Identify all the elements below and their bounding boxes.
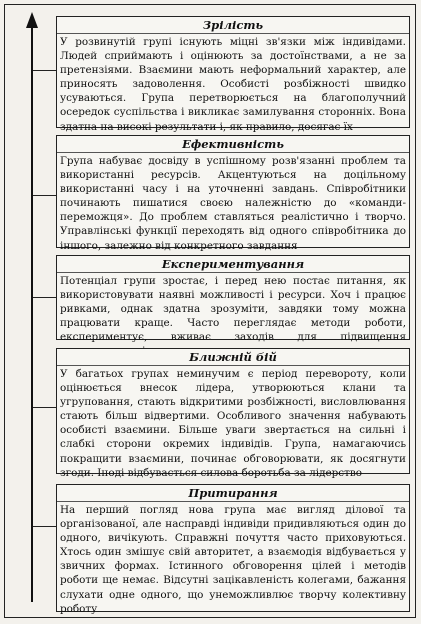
connector-line: [33, 70, 57, 71]
connector-line: [33, 195, 57, 196]
connector-line: [33, 526, 57, 527]
stage-title: Експериментування: [57, 256, 409, 273]
stage-title: Ефективність: [57, 136, 409, 153]
stage-description: У багатьох групах неминучим є період перевороту, коли оцінюється внесок лідера, утворюються клани та угруповання, стають відкритими розбіжності, висловлювання стають більш відвертими. Особливого значення набувають особисті взаємини. Більше уваги звертається на сильні і слабкі сторони окремих індивідів. Група, намагаючись покращити взаємини, починає обговорювати, як досягнути згоди. Іноді відбувається силова боротьба за лідерство: [60, 368, 406, 479]
stage-title: Зрілість: [57, 17, 409, 34]
stage-title: Притирання: [57, 485, 409, 502]
stage-box-adjustment: [56, 484, 410, 615]
stage-title: Ближній бій: [57, 349, 409, 366]
connector-line: [33, 407, 57, 408]
stage-box-maturity: [56, 16, 410, 133]
stage-description: На перший погляд нова група має вигляд ділової та організованої, але насправді індивіди придивляються один до одного, вичікують. Справжні почуття часто приховуються. Хтось один змішує свій авторитет, а взаємодія відбувається у звичних формах. Істинного обговорення цілей і методів роботи ще немає. Відсутні зацікавленість колегами, бажання слухати одне одного, що унеможливлює творчу колективну роботу: [60, 504, 406, 615]
stage-description: У розвинутій групі існують міцні зв'язки між індивідами. Людей сприймають і оцінюють за достоїнствами, а не за претензіями. Взаємини мають неформальний характер, але приносять задоволення. Особисті розбіжності швидко усуваються. Група перетворюється на благополучний осередок суспільства і викликає замилування сторонніх. Вона здатна на високі результати і, як правило, досягає їх: [60, 36, 406, 133]
stage-box-efficiency: [56, 135, 410, 252]
stage-description: Група набуває досвіду в успішному розв'язанні проблем та використанні ресурсів. Акцентуються на доцільному використанні часу і на уточненні завдань. Співробітники починають пишатися своєю належністю до «команди-переможця». До проблем ставляться реалістично і творчо. Управлінські функції переходять від одного співробітника до іншого, залежно від конкретного завдання: [60, 155, 406, 252]
connector-line: [33, 297, 57, 298]
stage-description: Потенціал групи зростає, і перед нею постає питання, як використовувати наявні можливості і ресурси. Хоч і працює ривками, однак здатна зрозуміти, завдяки тому можна працювати краще. Часто переглядає методи роботи, експериментує, вживає заходів для підвищення: [60, 275, 406, 344]
development-axis: [31, 24, 33, 602]
stage-box-experimentation: [56, 255, 410, 344]
stage-box-close-combat: [56, 348, 410, 479]
